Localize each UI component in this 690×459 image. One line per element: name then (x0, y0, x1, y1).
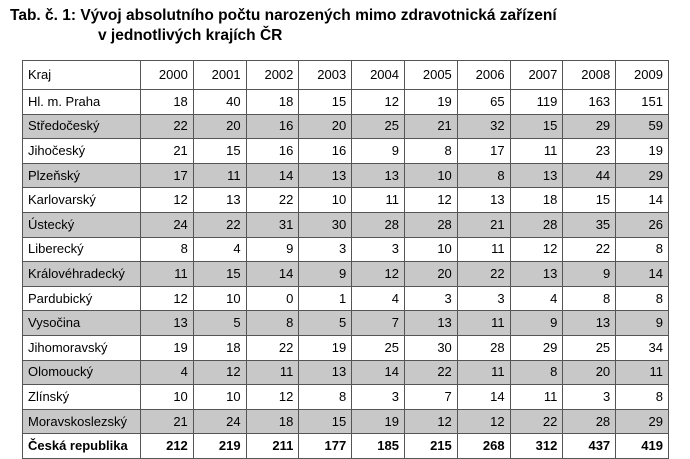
value-cell: 16 (246, 114, 299, 139)
value-cell: 20 (299, 114, 352, 139)
value-cell: 29 (563, 114, 616, 139)
value-cell: 11 (352, 188, 405, 213)
region-cell: Ústecký (23, 212, 141, 237)
region-cell: Středočeský (23, 114, 141, 139)
value-cell: 12 (510, 237, 563, 262)
value-cell: 23 (563, 139, 616, 164)
value-cell: 9 (616, 311, 669, 336)
value-cell: 4 (352, 286, 405, 311)
value-cell: 437 (563, 434, 616, 459)
region-cell: Jihomoravský (23, 335, 141, 360)
header-year: 2000 (141, 61, 194, 90)
value-cell: 163 (563, 90, 616, 115)
region-cell: Královéhradecký (23, 262, 141, 287)
value-cell: 17 (141, 163, 194, 188)
value-cell: 24 (141, 212, 194, 237)
value-cell: 9 (563, 262, 616, 287)
value-cell: 10 (299, 188, 352, 213)
value-cell: 9 (246, 237, 299, 262)
table-row (23, 311, 669, 336)
region-cell: Olomoucký (23, 360, 141, 385)
value-cell: 21 (457, 212, 510, 237)
table-row (23, 114, 669, 139)
value-cell: 35 (563, 212, 616, 237)
value-cell: 65 (457, 90, 510, 115)
value-cell: 12 (457, 409, 510, 434)
value-cell: 9 (299, 262, 352, 287)
region-cell: Hl. m. Praha (23, 90, 141, 115)
value-cell: 10 (193, 286, 246, 311)
value-cell: 31 (246, 212, 299, 237)
value-cell: 9 (510, 311, 563, 336)
value-cell: 19 (352, 409, 405, 434)
value-cell: 25 (352, 114, 405, 139)
caption-line-2: v jednotlivých krajích ČR (98, 27, 283, 44)
table-row (23, 360, 669, 385)
value-cell: 18 (246, 409, 299, 434)
value-cell: 177 (299, 434, 352, 459)
value-cell: 22 (404, 360, 457, 385)
region-cell: Pardubický (23, 286, 141, 311)
value-cell: 14 (457, 385, 510, 410)
region-cell: Česká republika (23, 434, 141, 459)
table-row (23, 385, 669, 410)
value-cell: 18 (193, 335, 246, 360)
value-cell: 9 (352, 139, 405, 164)
value-cell: 13 (299, 360, 352, 385)
table-row (23, 237, 669, 262)
table-row (23, 212, 669, 237)
value-cell: 8 (616, 237, 669, 262)
value-cell: 3 (563, 385, 616, 410)
header-year: 2008 (563, 61, 616, 90)
value-cell: 29 (616, 409, 669, 434)
value-cell: 13 (510, 163, 563, 188)
value-cell: 3 (457, 286, 510, 311)
value-cell: 25 (352, 335, 405, 360)
value-cell: 12 (352, 262, 405, 287)
table-row (23, 90, 669, 115)
value-cell: 28 (457, 335, 510, 360)
value-cell: 22 (457, 262, 510, 287)
value-cell: 11 (141, 262, 194, 287)
value-cell: 4 (141, 360, 194, 385)
value-cell: 32 (457, 114, 510, 139)
value-cell: 14 (616, 262, 669, 287)
value-cell: 1 (299, 286, 352, 311)
value-cell: 14 (246, 163, 299, 188)
value-cell: 8 (616, 385, 669, 410)
value-cell: 5 (193, 311, 246, 336)
value-cell: 11 (457, 311, 510, 336)
value-cell: 8 (404, 139, 457, 164)
value-cell: 10 (404, 237, 457, 262)
births-table (22, 60, 669, 459)
table-row (23, 163, 669, 188)
value-cell: 19 (299, 335, 352, 360)
value-cell: 8 (141, 237, 194, 262)
value-cell: 13 (352, 163, 405, 188)
value-cell: 14 (616, 188, 669, 213)
value-cell: 10 (141, 385, 194, 410)
value-cell: 8 (299, 385, 352, 410)
value-cell: 28 (352, 212, 405, 237)
header-year: 2007 (510, 61, 563, 90)
value-cell: 0 (246, 286, 299, 311)
table-caption (10, 6, 557, 46)
table-row (23, 286, 669, 311)
value-cell: 312 (510, 434, 563, 459)
value-cell: 24 (193, 409, 246, 434)
value-cell: 12 (404, 188, 457, 213)
value-cell: 11 (510, 385, 563, 410)
value-cell: 29 (510, 335, 563, 360)
region-cell: Vysočina (23, 311, 141, 336)
value-cell: 3 (299, 237, 352, 262)
value-cell: 15 (299, 90, 352, 115)
value-cell: 59 (616, 114, 669, 139)
value-cell: 28 (510, 212, 563, 237)
value-cell: 11 (457, 360, 510, 385)
value-cell: 8 (510, 360, 563, 385)
table-row (23, 139, 669, 164)
value-cell: 16 (246, 139, 299, 164)
table-row (23, 262, 669, 287)
value-cell: 22 (193, 212, 246, 237)
value-cell: 15 (193, 262, 246, 287)
region-cell: Plzeňský (23, 163, 141, 188)
value-cell: 4 (193, 237, 246, 262)
value-cell: 13 (457, 188, 510, 213)
table-row (23, 188, 669, 213)
value-cell: 215 (404, 434, 457, 459)
value-cell: 40 (193, 90, 246, 115)
value-cell: 13 (510, 262, 563, 287)
value-cell: 14 (246, 262, 299, 287)
value-cell: 19 (404, 90, 457, 115)
value-cell: 30 (404, 335, 457, 360)
value-cell: 8 (457, 163, 510, 188)
value-cell: 44 (563, 163, 616, 188)
header-region: Kraj (23, 61, 141, 90)
value-cell: 8 (563, 286, 616, 311)
header-year: 2004 (352, 61, 405, 90)
value-cell: 11 (193, 163, 246, 188)
value-cell: 13 (563, 311, 616, 336)
value-cell: 11 (616, 360, 669, 385)
header-row (23, 61, 669, 90)
value-cell: 12 (141, 188, 194, 213)
value-cell: 19 (616, 139, 669, 164)
header-year: 2005 (404, 61, 457, 90)
value-cell: 16 (299, 139, 352, 164)
value-cell: 12 (352, 90, 405, 115)
value-cell: 419 (616, 434, 669, 459)
value-cell: 3 (352, 237, 405, 262)
header-year: 2001 (193, 61, 246, 90)
header-year: 2009 (616, 61, 669, 90)
value-cell: 8 (246, 311, 299, 336)
value-cell: 21 (404, 114, 457, 139)
value-cell: 12 (193, 360, 246, 385)
value-cell: 5 (299, 311, 352, 336)
value-cell: 30 (299, 212, 352, 237)
value-cell: 15 (193, 139, 246, 164)
value-cell: 3 (404, 286, 457, 311)
value-cell: 12 (246, 385, 299, 410)
header-year: 2006 (457, 61, 510, 90)
value-cell: 28 (563, 409, 616, 434)
value-cell: 18 (246, 90, 299, 115)
value-cell: 25 (563, 335, 616, 360)
value-cell: 13 (299, 163, 352, 188)
value-cell: 151 (616, 90, 669, 115)
caption-line-1: Tab. č. 1: Vývoj absolutního počtu narozených mimo zdravotnická zařízení (10, 7, 557, 24)
value-cell: 119 (510, 90, 563, 115)
value-cell: 11 (457, 237, 510, 262)
value-cell: 26 (616, 212, 669, 237)
value-cell: 12 (404, 409, 457, 434)
table-row (23, 409, 669, 434)
value-cell: 268 (457, 434, 510, 459)
value-cell: 11 (510, 139, 563, 164)
value-cell: 13 (193, 188, 246, 213)
value-cell: 219 (193, 434, 246, 459)
region-cell: Zlínský (23, 385, 141, 410)
value-cell: 18 (141, 90, 194, 115)
value-cell: 17 (457, 139, 510, 164)
value-cell: 29 (616, 163, 669, 188)
total-row (23, 434, 669, 459)
value-cell: 15 (563, 188, 616, 213)
value-cell: 12 (141, 286, 194, 311)
value-cell: 22 (246, 335, 299, 360)
value-cell: 22 (246, 188, 299, 213)
value-cell: 7 (404, 385, 457, 410)
value-cell: 14 (352, 360, 405, 385)
table-body (23, 90, 669, 459)
value-cell: 18 (510, 188, 563, 213)
value-cell: 19 (141, 335, 194, 360)
value-cell: 13 (404, 311, 457, 336)
value-cell: 21 (141, 409, 194, 434)
value-cell: 34 (616, 335, 669, 360)
value-cell: 15 (299, 409, 352, 434)
header-year: 2002 (246, 61, 299, 90)
region-cell: Moravskoslezský (23, 409, 141, 434)
value-cell: 10 (193, 385, 246, 410)
table-row (23, 335, 669, 360)
value-cell: 4 (510, 286, 563, 311)
value-cell: 15 (510, 114, 563, 139)
value-cell: 8 (616, 286, 669, 311)
region-cell: Jihočeský (23, 139, 141, 164)
value-cell: 22 (141, 114, 194, 139)
value-cell: 21 (141, 139, 194, 164)
header-year: 2003 (299, 61, 352, 90)
value-cell: 13 (141, 311, 194, 336)
value-cell: 185 (352, 434, 405, 459)
value-cell: 211 (246, 434, 299, 459)
value-cell: 11 (246, 360, 299, 385)
value-cell: 10 (404, 163, 457, 188)
value-cell: 20 (404, 262, 457, 287)
value-cell: 20 (563, 360, 616, 385)
value-cell: 212 (141, 434, 194, 459)
value-cell: 7 (352, 311, 405, 336)
region-cell: Liberecký (23, 237, 141, 262)
value-cell: 20 (193, 114, 246, 139)
region-cell: Karlovarský (23, 188, 141, 213)
value-cell: 3 (352, 385, 405, 410)
value-cell: 22 (510, 409, 563, 434)
value-cell: 22 (563, 237, 616, 262)
value-cell: 28 (404, 212, 457, 237)
